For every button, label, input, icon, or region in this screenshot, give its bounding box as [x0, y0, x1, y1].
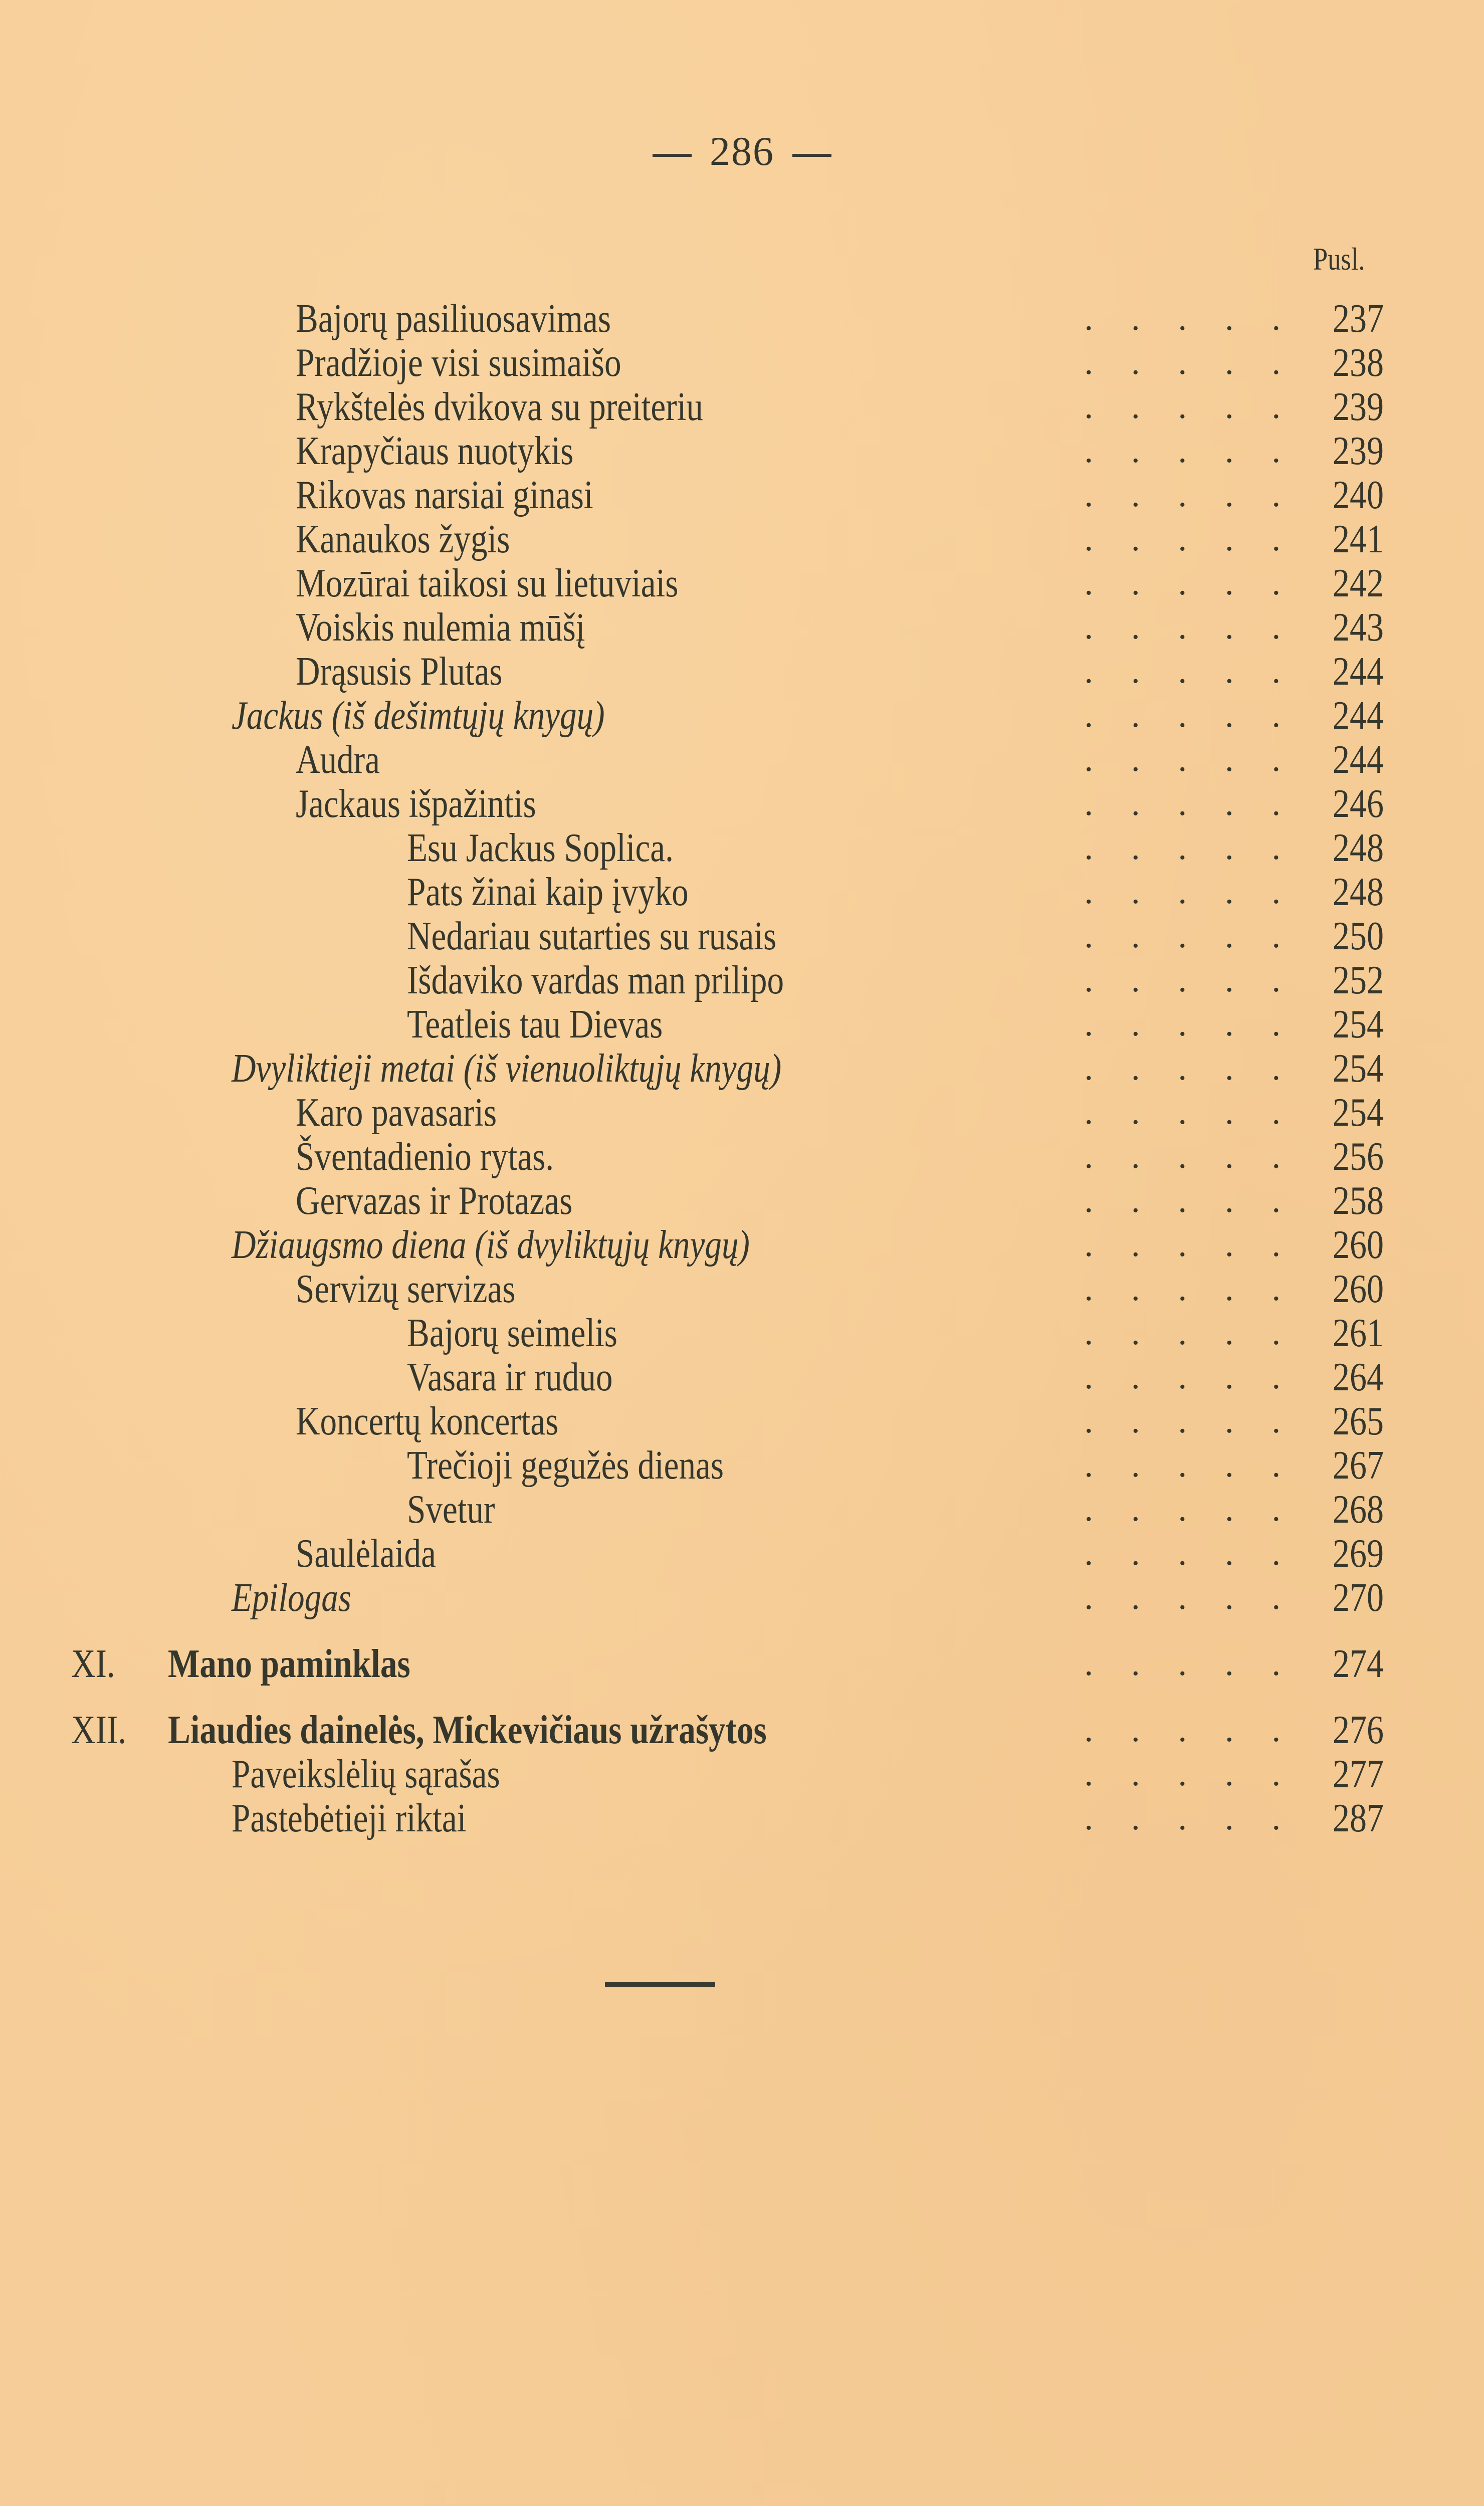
dot-leaders: .....: [1084, 1578, 1319, 1617]
toc-entry-title: Audra: [296, 738, 380, 782]
dot-leaders: .....: [1084, 1181, 1319, 1220]
toc-entry-page: 242: [1333, 561, 1384, 605]
appendix-title: Pastebėtieji riktai: [232, 1796, 467, 1840]
toc-entry-page: 267: [1333, 1443, 1384, 1488]
toc-entry-page: 240: [1333, 473, 1384, 517]
toc-entry: [0, 1179, 1484, 1223]
toc-entry-page: 256: [1333, 1135, 1384, 1179]
dot-leaders: .....: [1084, 1446, 1319, 1485]
dot-leaders: .....: [1084, 1005, 1319, 1043]
toc-entry: [0, 1576, 1484, 1620]
end-rule-divider: [605, 1982, 715, 1987]
page-number-value: 286: [710, 128, 774, 174]
dot-leaders: .....: [1084, 784, 1319, 823]
toc-entry: [0, 958, 1484, 1002]
toc-entry-title: Servizų servizas: [296, 1267, 516, 1311]
dot-leaders: .....: [1084, 1402, 1319, 1440]
dot-leaders: .....: [1084, 828, 1319, 867]
toc-entry-title: Trečioji gegužės dienas: [407, 1443, 724, 1488]
dot-leaders: .....: [1084, 1358, 1319, 1396]
appendix-title: Paveikslėlių sąrašas: [232, 1752, 500, 1796]
appendix-page: 287: [1333, 1796, 1384, 1840]
toc-entry-page: 244: [1333, 738, 1384, 782]
toc-entry: [0, 297, 1484, 341]
toc-entry-title: Pats žinai kaip įvyko: [407, 870, 689, 914]
chapter-numeral: XII.: [71, 1708, 127, 1752]
dot-leaders: .....: [1084, 608, 1319, 647]
dot-leaders: .....: [1084, 1093, 1319, 1132]
toc-entry-page: 250: [1333, 914, 1384, 958]
dot-leaders: .....: [1084, 476, 1319, 514]
toc-entry: [0, 1267, 1484, 1311]
page-number-dash-left: [653, 154, 692, 157]
toc-entry-page: 238: [1333, 341, 1384, 385]
page-number-dash-right: [792, 154, 831, 157]
dot-leaders: .....: [1084, 1270, 1319, 1308]
toc-entry-title: Dvyliktieji metai (iš vienuoliktųjų knygų): [232, 1047, 782, 1091]
dot-leaders: .....: [1084, 520, 1319, 558]
toc-entry-title: Mozūrai taikosi su lietuviais: [296, 561, 679, 605]
toc-entry-title: Svetur: [407, 1488, 495, 1532]
dot-leaders: .....: [1084, 1490, 1319, 1529]
toc-entry-page: 239: [1333, 429, 1384, 473]
table-of-contents: [0, 297, 1484, 1840]
toc-entry-page: 254: [1333, 1091, 1384, 1135]
toc-chapter: [0, 1642, 1484, 1686]
toc-entry: [0, 738, 1484, 782]
toc-entry: [0, 385, 1484, 429]
dot-leaders: .....: [1084, 1534, 1319, 1573]
toc-entry-title: Pradžioje visi susimaišo: [296, 341, 621, 385]
chapter-title: Liaudies dainelės, Mickevičiaus užrašytos: [168, 1708, 767, 1752]
toc-entry-title: Kanaukos žygis: [296, 517, 510, 561]
toc-entry: [0, 870, 1484, 914]
dot-leaders: .....: [1084, 1314, 1319, 1352]
toc-entry-page: 252: [1333, 958, 1384, 1002]
page-number: [0, 128, 1484, 175]
toc-entry-title: Epilogas: [232, 1576, 351, 1620]
dot-leaders: .....: [1084, 696, 1319, 735]
toc-entry: [0, 826, 1484, 870]
dot-leaders: .....: [1084, 917, 1319, 955]
toc-entry-title: Išdaviko vardas man prilipo: [407, 958, 784, 1002]
toc-entry-title: Voiskis nulemia mūšį: [296, 605, 585, 650]
toc-entry: [0, 561, 1484, 605]
toc-entry-page: 264: [1333, 1355, 1384, 1399]
toc-entry: [0, 517, 1484, 561]
toc-entry: [0, 650, 1484, 694]
chapter-page: 276: [1333, 1708, 1384, 1752]
toc-entry-page: 265: [1333, 1399, 1384, 1443]
toc-entry-page: 270: [1333, 1576, 1384, 1620]
toc-entry: [0, 473, 1484, 517]
spacer: [0, 1686, 1484, 1708]
toc-entry: [0, 1047, 1484, 1091]
dot-leaders: .....: [1084, 740, 1319, 779]
dot-leaders: .....: [1084, 1644, 1319, 1683]
toc-entry: [0, 1443, 1484, 1488]
toc-entry-page: 269: [1333, 1532, 1384, 1576]
toc-entry-title: Esu Jackus Soplica.: [407, 826, 674, 870]
dot-leaders: .....: [1084, 1049, 1319, 1088]
dot-leaders: .....: [1084, 652, 1319, 691]
toc-entry-page: 248: [1333, 870, 1384, 914]
chapter-page: 274: [1333, 1642, 1384, 1686]
toc-entry-title: Teatleis tau Dievas: [407, 1002, 663, 1047]
dot-leaders: .....: [1084, 1225, 1319, 1264]
toc-entry-page: 254: [1333, 1002, 1384, 1047]
dot-leaders: .....: [1084, 564, 1319, 602]
toc-appendix-entry: [0, 1796, 1484, 1840]
toc-entry: [0, 1355, 1484, 1399]
toc-entry-title: Koncertų koncertas: [296, 1399, 559, 1443]
toc-chapter: [0, 1708, 1484, 1752]
toc-entry-page: 244: [1333, 694, 1384, 738]
toc-entry: [0, 1223, 1484, 1267]
chapter-numeral: XI.: [71, 1642, 115, 1686]
toc-entry: [0, 605, 1484, 650]
toc-entry-title: Drąsusis Plutas: [296, 650, 503, 694]
toc-entry-title: Gervazas ir Protazas: [296, 1179, 573, 1223]
toc-entry-title: Rikovas narsiai ginasi: [296, 473, 593, 517]
toc-entry-title: Vasara ir ruduo: [407, 1355, 613, 1399]
toc-entry-title: Karo pavasaris: [296, 1091, 497, 1135]
toc-entry-title: Bajorų seimelis: [407, 1311, 617, 1355]
toc-entry-page: 268: [1333, 1488, 1384, 1532]
toc-entry: [0, 1488, 1484, 1532]
toc-entry-title: Nedariau sutarties su rusais: [407, 914, 777, 958]
toc-entry: [0, 341, 1484, 385]
spacer: [0, 1620, 1484, 1642]
toc-entry: [0, 1311, 1484, 1355]
dot-leaders: .....: [1084, 432, 1319, 470]
toc-entry-title: Šventadienio rytas.: [296, 1135, 554, 1179]
dot-leaders: .....: [1084, 1137, 1319, 1176]
dot-leaders: .....: [1084, 873, 1319, 911]
toc-entry: [0, 694, 1484, 738]
toc-entry-page: 243: [1333, 605, 1384, 650]
dot-leaders: .....: [1084, 343, 1319, 382]
toc-entry-page: 244: [1333, 650, 1384, 694]
appendix-page: 277: [1333, 1752, 1384, 1796]
dot-leaders: .....: [1084, 299, 1319, 338]
page-column-header: Pusl.: [1313, 241, 1365, 277]
toc-entry: [0, 1532, 1484, 1576]
dot-leaders: .....: [1084, 1711, 1319, 1749]
toc-entry-page: 241: [1333, 517, 1384, 561]
toc-entry-page: 258: [1333, 1179, 1384, 1223]
toc-appendix-entry: [0, 1752, 1484, 1796]
dot-leaders: .....: [1084, 387, 1319, 426]
toc-entry-title: Jackus (iš dešimtųjų knygų): [232, 694, 605, 738]
toc-entry-page: 237: [1333, 297, 1384, 341]
toc-entry-page: 239: [1333, 385, 1384, 429]
toc-entry-title: Džiaugsmo diena (iš dvyliktųjų knygų): [232, 1223, 750, 1267]
toc-entry-title: Jackaus išpažintis: [296, 782, 536, 826]
toc-entry: [0, 1399, 1484, 1443]
chapter-title: Mano paminklas: [168, 1642, 410, 1686]
toc-entry: [0, 1002, 1484, 1047]
toc-entry-page: 246: [1333, 782, 1384, 826]
toc-entry-title: Bajorų pasiliuosavimas: [296, 297, 611, 341]
toc-entry-page: 254: [1333, 1047, 1384, 1091]
toc-entry: [0, 429, 1484, 473]
toc-entry: [0, 914, 1484, 958]
dot-leaders: .....: [1084, 1755, 1319, 1793]
dot-leaders: .....: [1084, 961, 1319, 999]
dot-leaders: .....: [1084, 1799, 1319, 1837]
toc-entry-title: Saulėlaida: [296, 1532, 436, 1576]
toc-entry-page: 260: [1333, 1267, 1384, 1311]
toc-entry: [0, 1135, 1484, 1179]
toc-entry-page: 260: [1333, 1223, 1384, 1267]
toc-entry: [0, 782, 1484, 826]
toc-entry-page: 261: [1333, 1311, 1384, 1355]
toc-entry-title: Krapyčiaus nuotykis: [296, 429, 574, 473]
toc-entry-page: 248: [1333, 826, 1384, 870]
toc-entry: [0, 1091, 1484, 1135]
toc-entry-title: Rykštelės dvikova su preiteriu: [296, 385, 703, 429]
